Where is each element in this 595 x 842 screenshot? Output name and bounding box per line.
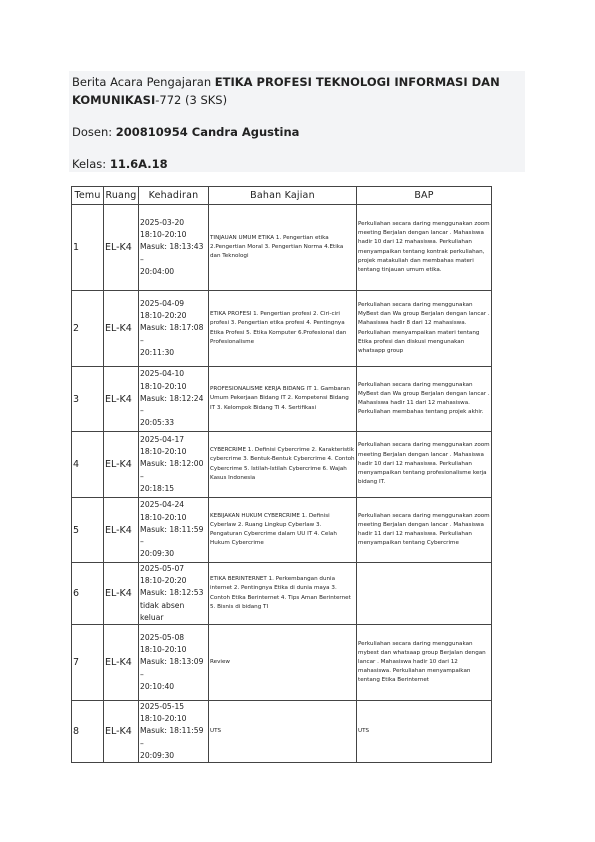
room-cell: EL-K4 xyxy=(104,625,139,701)
attendance-cell xyxy=(139,701,209,763)
attendance-cell xyxy=(139,563,209,625)
attendance-cell xyxy=(139,625,209,701)
bap-cell: Perkuliahan secara daring menggunakan zoom meeting Berjalan dengan lancar . Mahasiswa hadir 10 dari 12 mahasiswa. Perkuliahan menyampaikan tentang kontrak perkuliahan, projek matakuliah dan membahas materi tentang tinjauan umum etika. xyxy=(357,205,492,291)
attendance-line: 2025-03-20 xyxy=(140,217,185,227)
room-cell: EL-K4 xyxy=(104,205,139,291)
attendance-line: 20:11:30 xyxy=(140,347,175,357)
attendance-line: 20:18:15 xyxy=(140,483,175,493)
teaching-report-table xyxy=(71,186,492,763)
course-name-cont: KOMUNIKASI xyxy=(72,93,156,107)
attendance-cell xyxy=(139,205,209,291)
attendance-line: Masuk: 18:11:59 – xyxy=(140,524,204,547)
attendance-cell xyxy=(139,367,209,432)
table-row xyxy=(72,205,492,291)
course-name: ETIKA PROFESI TEKNOLOGI INFORMASI DAN xyxy=(214,75,500,89)
attendance-line: Masuk: 18:17:08 – xyxy=(140,323,204,345)
bap-cell: Perkuliahan secara daring menggunakan zoom meeting Berjalan dengan lancar . Mahasiswa hadir 10 dari 12 mahasiswa. Perkuliahan menyampaikan tentang profesionalisme kerja bidang IT. xyxy=(357,432,492,498)
report-header xyxy=(69,71,525,172)
attendance-line: Masuk: 18:13:09 – xyxy=(140,657,204,679)
attendance-line: 2025-04-09 xyxy=(140,298,185,308)
room-cell: EL-K4 xyxy=(104,432,139,498)
lecturer-label: Dosen: xyxy=(72,125,116,139)
attendance-line: 2025-05-08 xyxy=(140,633,185,642)
attendance-line: 18:10-20:10 xyxy=(140,230,187,240)
attendance-line: 18:10-20:10 xyxy=(140,447,187,457)
attendance-line: Masuk: 18:13:43 – xyxy=(140,242,204,264)
class-label: Kelas: xyxy=(72,157,110,171)
table-row xyxy=(72,367,492,432)
attendance-line: 20:04:00 xyxy=(140,266,175,276)
attendance-line: 2025-05-15 xyxy=(140,702,185,712)
meeting-number: 8 xyxy=(72,701,104,763)
class-name: 11.6A.18 xyxy=(109,157,168,171)
col-header-room: Ruang xyxy=(104,187,139,205)
attendance-line: 18:10-20:10 xyxy=(140,714,187,724)
attendance-line: 20:10:40 xyxy=(140,681,175,691)
attendance-line: 18:10-20:10 xyxy=(140,512,187,522)
table-row xyxy=(72,563,492,625)
attendance-line: 18:10-20:10 xyxy=(140,645,187,655)
attendance-line: Masuk: 18:12:24 – xyxy=(140,393,204,416)
col-header-attendance: Kehadiran xyxy=(139,187,209,205)
attendance-line: 2025-04-10 xyxy=(140,369,185,379)
attendance-line: 20:05:33 xyxy=(140,418,175,428)
class-line xyxy=(72,155,168,173)
attendance-line: Masuk: 18:12:53 xyxy=(140,588,204,598)
topic-cell: ETIKA PROFESI 1. Pengertian profesi 2. Ciri-ciri profesi 3. Pengertian etika profesi 4. Pentingnya Etika Profesi 5. Etika Komputer 6.Profesional dan Profesionalisme xyxy=(209,291,357,367)
table-header-row xyxy=(72,187,492,205)
table-row xyxy=(72,432,492,498)
topic-cell: CYBERCRIME 1. Definisi Cybercrime 2. Karakteristik cybercrime 3. Bentuk-Bentuk Cybercrime 4. Contoh Cybercrime 5. Istilah-Istilah Cybercrime 6. Wajah Kasus Indonesia xyxy=(209,432,357,498)
room-cell: EL-K4 xyxy=(104,563,139,625)
attendance-cell xyxy=(139,291,209,367)
col-header-meeting: Temu xyxy=(72,187,104,205)
room-cell: EL-K4 xyxy=(104,367,139,432)
attendance-line: 18:10-20:20 xyxy=(140,576,187,586)
bap-cell: UTS xyxy=(357,701,492,763)
meeting-number: 2 xyxy=(72,291,104,367)
room-cell: EL-K4 xyxy=(104,701,139,763)
topic-cell: TINJAUAN UMUM ETIKA 1. Pengertian etika 2.Pengertian Moral 3. Pengertian Norma 4.Etika dan Teknologi xyxy=(209,205,357,291)
meeting-number: 1 xyxy=(72,205,104,291)
attendance-line: 2025-05-07 xyxy=(140,564,185,573)
meeting-number: 4 xyxy=(72,432,104,498)
attendance-line: 20:09:30 xyxy=(140,750,175,760)
report-title-prefix: Berita Acara Pengajaran xyxy=(72,75,215,89)
topic-cell: Review xyxy=(209,625,357,701)
attendance-line: keluar xyxy=(140,612,164,622)
meeting-number: 7 xyxy=(72,625,104,701)
attendance-line: 2025-04-24 xyxy=(140,500,185,510)
attendance-line: 2025-04-17 xyxy=(140,434,185,444)
room-cell: EL-K4 xyxy=(104,291,139,367)
bap-cell xyxy=(357,563,492,625)
attendance-line: 20:09:30 xyxy=(140,549,175,559)
course-code: -772 (3 SKS) xyxy=(155,93,228,107)
bap-cell: Perkuliahan secara daring menggunakan MyBest dan Wa group Berjalan dengan lancar . Mahasiswa hadir 8 dari 12 mahasiswa. Perkuliahan menyampaikan materi tentang Etika profesi dan diskusi mengunakan whatsapp group xyxy=(357,291,492,367)
col-header-bap: BAP xyxy=(357,187,492,205)
topic-cell: PROFESIONALISME KERJA BIDANG IT 1. Gambaran Umum Pekerjaan Bidang IT 2. Kompetensi Bidang IT 3. Kelompok Bidang TI 4. Sertifikasi xyxy=(209,367,357,432)
room-cell: EL-K4 xyxy=(104,498,139,563)
attendance-line: Masuk: 18:11:59 – xyxy=(140,726,204,748)
table-row xyxy=(72,291,492,367)
bap-cell: Perkuliahan secara daring menggunakan zoom meeting Berjalan dengan lancar . Mahasiswa hadir 11 dari 12 mahasiswa. Perkuliahan menyampaikan tentang Cybercrime xyxy=(357,498,492,563)
attendance-line: tidak absen xyxy=(140,600,185,610)
meeting-number: 5 xyxy=(72,498,104,563)
report-title-line-1 xyxy=(72,73,500,91)
meeting-number: 3 xyxy=(72,367,104,432)
lecturer-line xyxy=(72,123,299,141)
attendance-line: 18:10-20:20 xyxy=(140,311,187,321)
topic-cell: ETIKA BERINTERNET 1. Perkembangan dunia internet 2. Pentingnya Etika di dunia maya 3. Contoh Etika Berinternet 4. Tips Aman Berinternet 5. Bisnis di bidang TI xyxy=(209,563,357,625)
bap-cell: Perkuliahan secara daring menggunakan mybest dan whatsaap group Berjalan dengan lancar . Mahasiswa hadir 10 dari 12 mahasiswa. Perkuliahan menyampaikan tentang Etika Berinternet xyxy=(357,625,492,701)
meeting-number: 6 xyxy=(72,563,104,625)
attendance-line: Masuk: 18:12:00 – xyxy=(140,459,204,481)
table-row xyxy=(72,701,492,763)
bap-cell: Perkuliahan secara daring menggunakan MyBest dan Wa group Berjalan dengan lancar . Mahasiswa hadir 11 dari 12 mahasiswa. Perkuliahan membahas tentang projek akhir. xyxy=(357,367,492,432)
topic-cell: UTS xyxy=(209,701,357,763)
table-row xyxy=(72,498,492,563)
attendance-cell xyxy=(139,498,209,563)
attendance-cell xyxy=(139,432,209,498)
report-title-line-2 xyxy=(72,91,227,109)
topic-cell: KEBIJAKAN HUKUM CYBERCRIME 1. Definisi Cyberlaw 2. Ruang Lingkup Cyberlaw 3. Pengaturan Cybercrime dalam UU IT 4. Celah Hukum Cybercrime xyxy=(209,498,357,563)
table-row xyxy=(72,625,492,701)
attendance-line: 18:10-20:10 xyxy=(140,381,187,391)
lecturer-name: 200810954 Candra Agustina xyxy=(115,125,300,139)
col-header-topic: Bahan Kajian xyxy=(209,187,357,205)
